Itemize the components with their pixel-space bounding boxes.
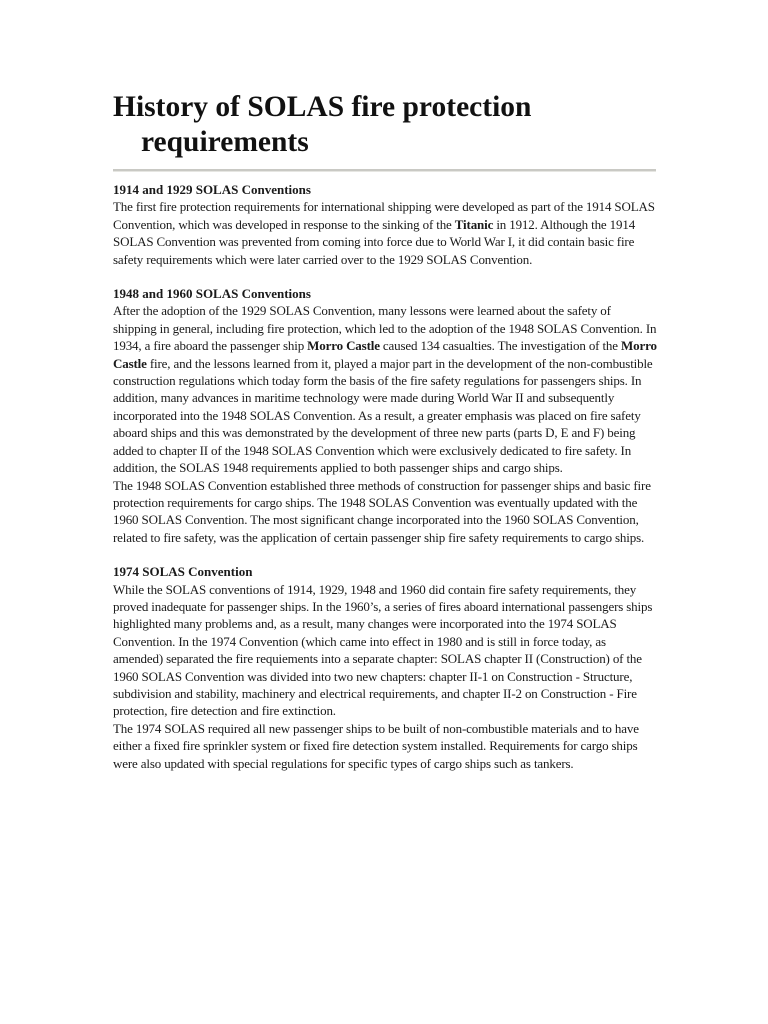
section-paragraph: While the SOLAS conventions of 1914, 1929, 1948 and 1960 did contain fire safety requirements, they proved inadequate for passenger ships. In the 1960’s, a series of fires aboard international passengers ships highlighted many problems and, as a result, many changes were incorporated into the 1974 SOLAS Convention. In the 1974 Convention (which came into effect in 1980 and is still in force today, as amended) separated the fire requiements into a separate chapter: SOLAS chapter II (Construction) of the 1960 SOLAS Convention was divided into two new chapters: chapter II-1 on Construction - Structure, subdivision and stability, machinery and electrical requirements, and chapter II-2 on Construction - Fire protection, fire detection and fire extinction. [113, 581, 653, 719]
section-1974 [113, 563, 657, 772]
paragraph-text: fire, and the lessons learned from it, played a major part in the development of the non-combustible construction regulations which today form the basis of the fire safety regulations for passengers ships. In addition, many advances in maritime technology were made during World War II and subsequently incorporated into the 1948 SOLAS Convention. As a result, a greater emphasis was placed on fire safety aboard ships and this was demonstrated by the development of three new parts (parts D, E and F) being added to chapter II of the 1948 SOLAS Convention which were exclusively dedicated to fire safety. In addition, the SOLAS 1948 requirements applied to both passenger ships and cargo ships. [113, 355, 653, 476]
paragraph-text: caused 134 casualties. The investigation of the [379, 338, 621, 354]
paragraph-text: in 1912. Although the 1914 SOLAS Convention was prevented from coming into force due to World War I, it did contain basic fire safety requirements which were later carried over to the 1929 SOLAS Convention. [113, 216, 636, 267]
section-heading: 1948 and 1960 SOLAS Conventions [113, 286, 311, 302]
section-paragraph [113, 302, 657, 476]
section-heading: 1914 and 1929 SOLAS Conventions [113, 182, 311, 197]
ship-name-morro-castle: Morro Castle [113, 338, 657, 371]
title-divider [113, 169, 656, 172]
section-1948-1960 [113, 285, 657, 546]
section-paragraph [113, 198, 657, 268]
section-heading: 1974 SOLAS Convention [113, 564, 253, 580]
paragraph-text: After the adoption of the 1929 SOLAS Convention, many lessons were learned about the safety of shipping in general, including fire protection, which led to the adoption of the 1948 SOLAS Convention. In 1934, a fire aboard the passenger ship [113, 303, 657, 354]
section-paragraph: The 1974 SOLAS required all new passenger ships to be built of non-combustible materials and to have either a fixed fire sprinkler system or fixed fire detection system installed. Requirements for cargo ships were also updated with special regulations for specific types of cargo ships such as tankers. [113, 720, 639, 771]
document-page [113, 90, 657, 772]
document-title: History of SOLAS fire protection requirements [113, 91, 532, 158]
section-1914-1929 [113, 181, 657, 268]
paragraph-text: The first fire protection requirements for international shipping were developed as part of the 1914 SOLAS Convention, which was developed in response to the sinking of the [113, 199, 655, 232]
ship-name-titanic: Titanic [454, 216, 494, 232]
ship-name-morro-castle: Morro Castle [307, 338, 380, 354]
section-paragraph: The 1948 SOLAS Convention established three methods of construction for passenger ships and basic fire protection requirements for cargo ships. The 1948 SOLAS Convention was eventually updated with the 1960 SOLAS Convention. The most significant change incorporated into the 1960 SOLAS Convention, related to fire safety, was the application of certain passenger ship fire safety requirements to cargo ships. [113, 477, 651, 545]
